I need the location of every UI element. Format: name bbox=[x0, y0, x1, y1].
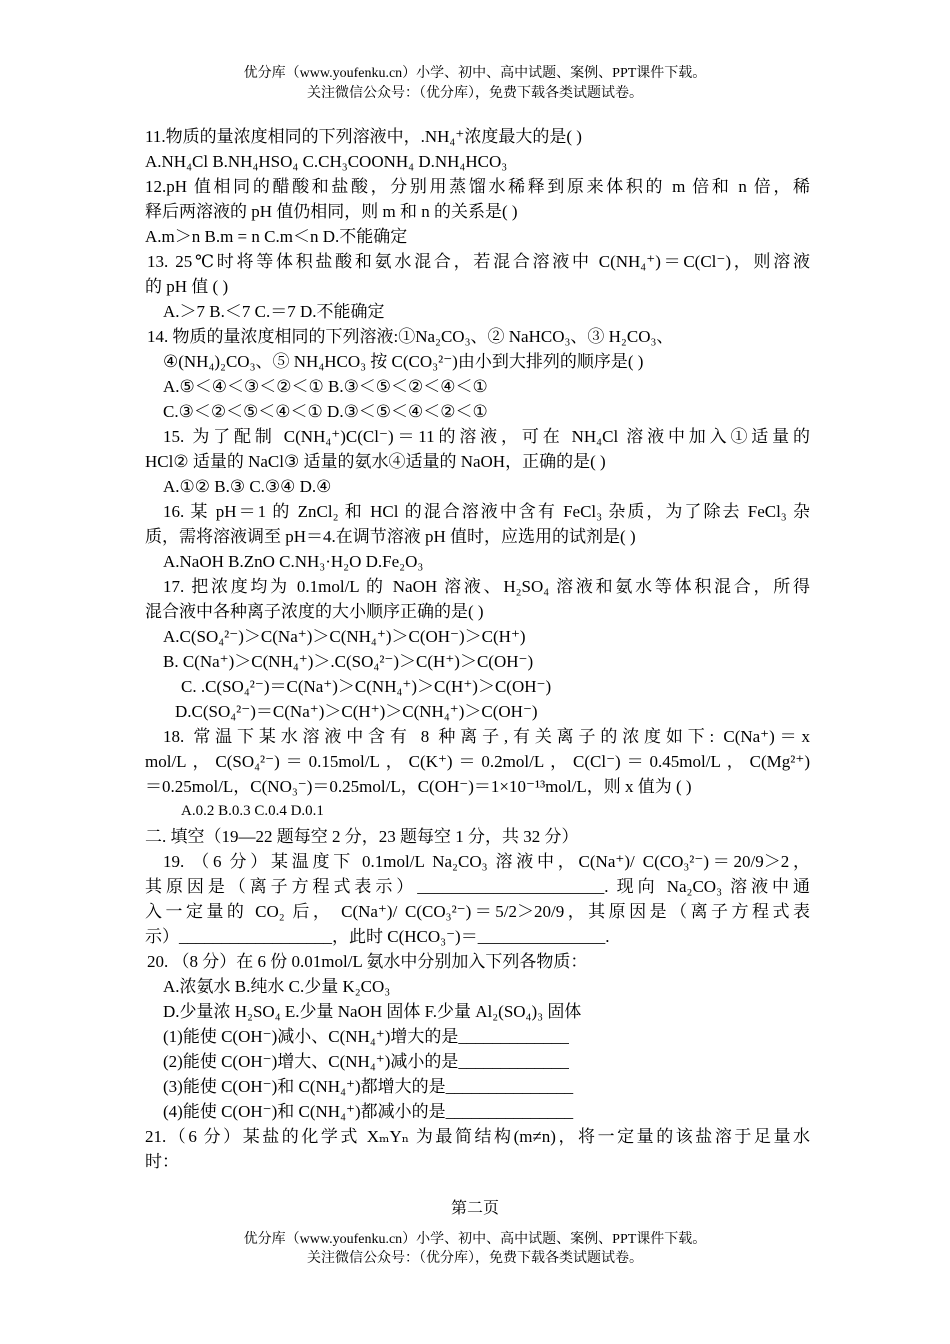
section-2-heading: 二. 填空（19—22 题每空 2 分，23 题每空 1 分，共 32 分） bbox=[145, 827, 579, 846]
q11-options: A.NH₄Cl B.NH₄HSO₄ C.CH₃COONH₄ D.NH₄HCO₃ bbox=[145, 152, 508, 171]
q19-stem-2: 其原因是（离子方程式表示）______________________. 现向 Na₂CO₃ 溶液中通 bbox=[145, 877, 810, 896]
q21-stem-1: 21.（6 分）某盐的化学式 XₘYₙ 为最简结构(m≠n)，将一定量的该盐溶于足量水 bbox=[145, 1127, 810, 1146]
q17-option-b: B. C(Na⁺)＞C(NH₄⁺)＞.C(SO₄²⁻)＞C(H⁺)＞C(OH⁻) bbox=[163, 652, 534, 671]
q15-stem-1: 15. 为了配制 C(NH₄⁺)C(Cl⁻)＝11的溶液，可在 NH₄Cl 溶液中加入①适量的 bbox=[163, 427, 810, 446]
q18-options: A.0.2 B.0.3 C.0.4 D.0.1 bbox=[181, 803, 324, 819]
q19-stem-3: 入一定量的 CO₂ 后， C(Na⁺)/ C(CO₃²⁻)＝5/2＞20/9，其原因是（离子方程式表 bbox=[145, 902, 810, 921]
q20-part-4: (4)能使 C(OH⁻)和 C(NH₄⁺)都减小的是_______________ bbox=[163, 1102, 574, 1121]
q17-stem-1: 17. 把浓度均为 0.1mol/L 的 NaOH 溶液、H₂SO₄ 溶液和氨水等体积混合，所得 bbox=[163, 577, 810, 596]
q14-options-cd: C.③＜②＜⑤＜④＜① D.③＜⑤＜④＜②＜① bbox=[163, 402, 488, 421]
q12-options: A.m＞n B.m = n C.m＜n D.不能确定 bbox=[145, 227, 408, 246]
q18-stem-1: 18. 常温下某水溶液中含有 8 种离子,有关离子的浓度如下: C(Na⁺)＝x bbox=[163, 727, 810, 746]
q17-option-d: D.C(SO₄²⁻)＝C(Na⁺)＞C(H⁺)＞C(NH₄⁺)＞C(OH⁻) bbox=[175, 702, 538, 721]
q20-part-1: (1)能使 C(OH⁻)减小、C(NH₄⁺)增大的是_____________ bbox=[163, 1027, 569, 1046]
q15-stem-2: HCl② 适量的 NaCl③ 适量的氨水④适量的 NaOH，正确的是( ) bbox=[145, 452, 606, 471]
q18-stem-2: mol/L，C(SO₄²⁻)＝0.15mol/L，C(K⁺)＝0.2mol/L，C(Cl⁻)＝0.45mol/L，C(Mg²⁺) bbox=[145, 752, 810, 771]
page-label: 第二页 bbox=[450, 1200, 499, 1217]
q11-stem: 11.物质的量浓度相同的下列溶液中，.NH₄⁺浓度最大的是( ) bbox=[145, 127, 582, 146]
q15-options: A.①② B.③ C.③④ D.④ bbox=[163, 477, 332, 496]
q20-part-3: (3)能使 C(OH⁻)和 C(NH₄⁺)都增大的是_______________ bbox=[163, 1077, 574, 1096]
q14-options-ab: A.⑤＜④＜③＜②＜① B.③＜⑤＜②＜④＜① bbox=[163, 377, 488, 396]
header-line-2: 关注微信公众号：（优分库），免费下载各类试题试卷。 bbox=[307, 86, 643, 101]
q16-stem-1: 16. 某 pH＝1 的 ZnCl₂ 和 HCl 的混合溶液中含有 FeCl₃ 杂质，为了除去 FeCl₃ 杂 bbox=[163, 502, 810, 521]
q20-stem: 20. （8 分）在 6 份 0.01mol/L 氨水中分别加入下列各物质： bbox=[147, 952, 588, 971]
q20-part-2: (2)能使 C(OH⁻)增大、C(NH₄⁺)减小的是_____________ bbox=[163, 1052, 569, 1071]
q17-option-c: C. .C(SO₄²⁻)＝C(Na⁺)＞C(NH₄⁺)＞C(H⁺)＞C(OH⁻) bbox=[181, 677, 552, 696]
exam-content bbox=[145, 124, 810, 1174]
q13-stem-2: 的 pH 值 ( ) bbox=[145, 277, 229, 296]
footer-line-2: 关注微信公众号：（优分库），免费下载各类试题试卷。 bbox=[307, 1251, 643, 1266]
q17-stem-2: 混合液中各种离子浓度的大小顺序正确的是( ) bbox=[145, 602, 484, 621]
q20-options-def: D.少量浓 H₂SO₄ E.少量 NaOH 固体 F.少量 Al₂(SO₄)₃ 固体 bbox=[163, 1002, 582, 1021]
q16-options: A.NaOH B.ZnO C.NH₃·H₂O D.Fe₂O₃ bbox=[163, 552, 424, 571]
header-line-1: 优分库（www.youfenku.cn）小学、初中、高中试题、案例、PPT课件下载。 bbox=[243, 66, 707, 81]
q20-options-abc: A.浓氨水 B.纯水 C.少量 K₂CO₃ bbox=[163, 977, 391, 996]
q17-option-a: A.C(SO₄²⁻)＞C(Na⁺)＞C(NH₄⁺)＞C(OH⁻)＞C(H⁺) bbox=[163, 627, 526, 646]
q14-stem-2: ④(NH₄)₂CO₃、⑤ NH₄HCO₃ 按 C(CO₃²⁻)由小到大排列的顺序是( ) bbox=[163, 352, 644, 371]
q13-options: A.＞7 B.＜7 C.＝7 D.不能确定 bbox=[163, 302, 385, 321]
q12-stem-1: 12.pH 值相同的醋酸和盐酸，分别用蒸馏水稀释到原来体积的 m 倍和 n 倍，稀 bbox=[145, 177, 810, 196]
q21-stem-2: 时： bbox=[145, 1152, 179, 1171]
q18-stem-3: ＝0.25mol/L，C(NO₃⁻)＝0.25mol/L，C(OH⁻)＝1×10⁻¹³mol/L，则 x 值为 ( ) bbox=[145, 777, 692, 796]
q14-stem-1: 14. 物质的量浓度相同的下列溶液:①Na₂CO₃、② NaHCO₃、③ H₂CO₃、 bbox=[147, 327, 674, 346]
q12-stem-2: 释后两溶液的 pH 值仍相同，则 m 和 n 的关系是( ) bbox=[145, 202, 518, 221]
q19-stem-4: 示）__________________，此时 C(HCO₃⁻)＝_______________. bbox=[145, 927, 610, 946]
q13-stem-1: 13. 25℃时将等体积盐酸和氨水混合，若混合溶液中 C(NH₄⁺)＝C(Cl⁻)，则溶液 bbox=[147, 252, 810, 271]
q16-stem-2: 质，需将溶液调至 pH＝4.在调节溶液 pH 值时，应选用的试剂是( ) bbox=[145, 527, 636, 546]
q19-stem-1: 19. （6 分）某温度下 0.1mol/L Na₂CO₃ 溶液中，C(Na⁺)/ C(CO₃²⁻)＝20/9＞2， bbox=[163, 852, 810, 871]
footer-line-1: 优分库（www.youfenku.cn）小学、初中、高中试题、案例、PPT课件下载。 bbox=[243, 1232, 707, 1247]
